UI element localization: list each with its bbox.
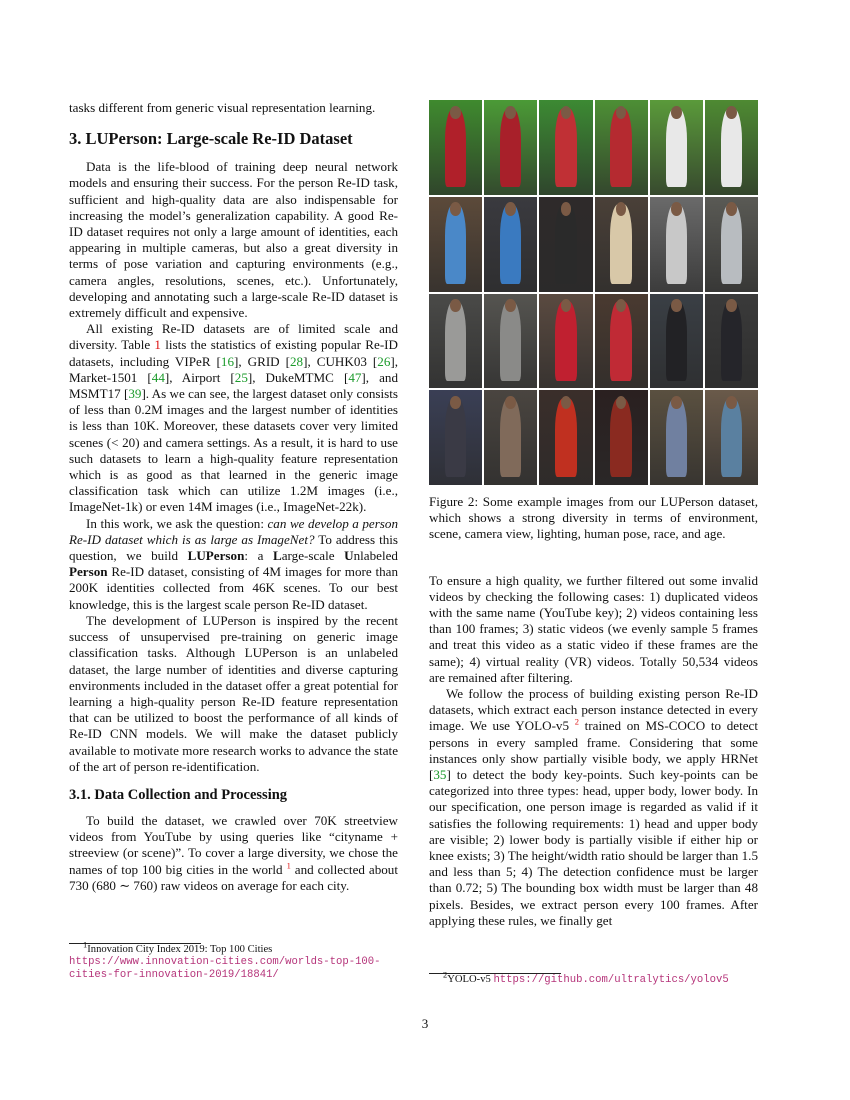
person-silhouette bbox=[555, 204, 576, 284]
right-column bbox=[429, 100, 758, 929]
person-silhouette bbox=[445, 301, 466, 381]
person-image-crop bbox=[650, 390, 703, 485]
footnote-url[interactable]: https://www.innovation-cities.com/worlds-top-100-cities-for-innovation-2019/18841/ bbox=[69, 956, 381, 981]
person-silhouette bbox=[610, 204, 631, 284]
person-image-crop bbox=[705, 100, 758, 195]
acronym-letter: U bbox=[344, 548, 354, 564]
person-image-crop bbox=[595, 390, 648, 485]
table-ref-link[interactable]: 1 bbox=[154, 337, 161, 353]
acronym-letter: L bbox=[273, 548, 282, 564]
paragraph-existing-datasets bbox=[69, 321, 398, 515]
person-head bbox=[505, 202, 516, 215]
person-head bbox=[671, 396, 682, 409]
person-head bbox=[450, 202, 461, 215]
person-head bbox=[450, 396, 461, 409]
paragraph-filtering: To ensure a high quality, we further filtered out some invalid videos by checking the following cases: 1) duplicated videos with the same name (YouTube key); 2) videos containing less than 100 frames; 3) static videos (we evenly sample 5 frames and treat this video as a static video if these frames are the same); 4) virtual reality (VR) videos. Totally 50,534 videos are remained after filtering. bbox=[429, 572, 758, 685]
figure-image-grid bbox=[429, 100, 758, 485]
paragraph-data-importance: Data is the life-blood of training deep neural network models and ensuring their success. For the person Re-ID task, sufficient and high-quality data are also indispensable for increasing the model’s generalization capability. A good Re-ID dataset requires not only a large amount of identities, each appearing in multiple cameras, but also a great diversity in terms of pose variation and capturing environments (e.g., camera angles, resolutions, scenes, etc.). Unfortunately, developing and annotating such a large-scale Re-ID dataset is extremely difficult and expensive. bbox=[69, 159, 398, 321]
left-column bbox=[69, 100, 398, 894]
citation-grid[interactable]: 28 bbox=[290, 353, 304, 369]
citation-dukemtmc[interactable]: 47 bbox=[348, 369, 362, 385]
person-image-crop bbox=[484, 390, 537, 485]
person-silhouette bbox=[721, 108, 742, 188]
person-head bbox=[671, 202, 682, 215]
caption-text: Some example images from our LUPerson dataset, which shows a strong diversity in terms of environment, scene, camera view, lighting, human pose, race, and age. bbox=[429, 494, 758, 542]
citation-airport[interactable]: 25 bbox=[234, 369, 248, 385]
text: and collected about 730 (680 ∼ 760) raw videos on average for each city. bbox=[69, 861, 398, 893]
person-image-crop bbox=[429, 390, 482, 485]
person-head bbox=[726, 106, 737, 119]
text: Re-ID dataset, consisting of 4M images for more than 200K identities collected from 46K scenes. To our best knowledge, this is the largest scale person Re-ID dataset. bbox=[69, 564, 398, 612]
person-silhouette bbox=[500, 204, 521, 284]
text: To address this question, we build bbox=[69, 531, 399, 564]
person-silhouette bbox=[721, 398, 742, 478]
text: ] to detect the body key-points. Such key-points can be categorized into three types: head, upper body, lower body. In our specification, one person image is regarded as valid if it satisfies the following requirements: 1) head and upper body are visible; 2) lower body is partially visible if either hip or knee exists; 3) The height/width ratio should be larger than 1.5 and less than 5; 4) The detection confidence must be larger than 0.72; 5) The bounding box width must be larger than 48 pixels. Besides, we extract person every 100 frames. After applying these rules, we finally get bbox=[429, 767, 758, 928]
text: ]. As we can see, the largest dataset only consists of less than 0.2M images and the largest number of identities is less than 10K. Moreover, these datasets cover very limited scenes (< 20) and camera settings. As a result, it is hard to use such datasets to learn a high-quality feature representation which is as good as that learned in the generic image classification task which can utilize 1.2M images (i.e., ImageNet-1k) or even 14M images (i.e., ImageNet-22k). bbox=[69, 386, 398, 515]
person-head bbox=[505, 106, 516, 119]
footnote-number: 2 bbox=[443, 969, 448, 980]
person-head bbox=[726, 202, 737, 215]
person-image-crop bbox=[429, 294, 482, 389]
person-silhouette bbox=[721, 301, 742, 381]
citation-hrnet[interactable]: 35 bbox=[433, 767, 447, 783]
text: ], CUHK03 [ bbox=[303, 353, 378, 369]
person-image-crop bbox=[650, 197, 703, 292]
person-silhouette bbox=[555, 301, 576, 381]
citation-cuhk03[interactable]: 26 bbox=[377, 353, 391, 369]
footnote-mark-2[interactable]: 2 bbox=[574, 717, 579, 728]
person-head bbox=[450, 106, 461, 119]
text: In this work, we ask the question: bbox=[86, 515, 268, 531]
footnote-text bbox=[69, 939, 398, 981]
footnote-body: YOLO-v5 bbox=[447, 974, 494, 985]
text: ], GRID [ bbox=[234, 353, 290, 369]
text: ], DukeMTMC [ bbox=[247, 369, 349, 385]
person-silhouette bbox=[666, 301, 687, 381]
person-image-crop bbox=[484, 294, 537, 389]
section-title: 3. LUPerson: Large-scale Re-ID Dataset bbox=[69, 129, 353, 149]
person-silhouette bbox=[500, 301, 521, 381]
text: lists the statistics of existing popular Re-ID datasets, including VIPeR [ bbox=[69, 337, 398, 369]
text: ], Airport [ bbox=[164, 369, 235, 385]
person-image-crop bbox=[539, 197, 592, 292]
person-image-crop bbox=[595, 294, 648, 389]
person-image-crop bbox=[539, 100, 592, 195]
figure-label: Figure 2: bbox=[429, 494, 479, 509]
person-head bbox=[671, 299, 682, 312]
person-image-crop bbox=[595, 100, 648, 195]
dataset-name: LUPerson bbox=[187, 548, 245, 564]
person-silhouette bbox=[610, 398, 631, 478]
page-number: 3 bbox=[421, 1016, 429, 1031]
text: ], Market-1501 [ bbox=[69, 353, 398, 385]
paragraph-detection-process bbox=[429, 686, 758, 929]
person-image-crop bbox=[429, 100, 482, 195]
person-head bbox=[561, 202, 572, 215]
footnote-2 bbox=[429, 969, 758, 986]
person-image-crop bbox=[484, 100, 537, 195]
spacer bbox=[429, 543, 758, 573]
person-silhouette bbox=[500, 108, 521, 188]
person-image-crop bbox=[595, 197, 648, 292]
person-image-crop bbox=[539, 294, 592, 389]
research-question: can we develop a person Re-ID dataset which is as large as ImageNet? bbox=[69, 515, 398, 547]
footnote-1 bbox=[69, 939, 398, 981]
text: nlabeled bbox=[353, 548, 398, 564]
person-head bbox=[671, 106, 682, 119]
person-silhouette bbox=[555, 398, 576, 478]
footnote-text bbox=[429, 969, 758, 986]
person-image-crop bbox=[650, 100, 703, 195]
intro-line: tasks different from generic visual representation learning. bbox=[69, 100, 376, 115]
person-head bbox=[561, 106, 572, 119]
person-silhouette bbox=[666, 204, 687, 284]
footnote-body: Innovation City Index 2019: Top 100 Cities bbox=[87, 944, 273, 955]
person-silhouette bbox=[445, 398, 466, 478]
text: arge-scale bbox=[281, 548, 345, 564]
subsection-title: 3.1. Data Collection and Processing bbox=[69, 786, 288, 803]
person-image-crop bbox=[705, 294, 758, 389]
person-head bbox=[616, 202, 627, 215]
citation-market[interactable]: 44 bbox=[151, 369, 165, 385]
person-silhouette bbox=[555, 108, 576, 188]
person-silhouette bbox=[721, 204, 742, 284]
person-image-crop bbox=[484, 197, 537, 292]
person-image-crop bbox=[429, 197, 482, 292]
person-head bbox=[726, 396, 737, 409]
person-image-crop bbox=[650, 294, 703, 389]
text: : a bbox=[244, 548, 273, 564]
person-silhouette bbox=[666, 108, 687, 188]
person-silhouette bbox=[445, 108, 466, 188]
person-head bbox=[726, 299, 737, 312]
acronym-word: Person bbox=[69, 564, 108, 580]
text: ], and MSMT17 [ bbox=[69, 369, 398, 402]
footnote-mark-1[interactable]: 1 bbox=[286, 860, 291, 871]
figure-caption bbox=[429, 494, 758, 543]
person-silhouette bbox=[500, 398, 521, 478]
citation-viper[interactable]: 16 bbox=[220, 353, 235, 369]
person-silhouette bbox=[610, 108, 631, 188]
text: All existing Re-ID datasets are of limited scale and diversity. Table bbox=[69, 321, 398, 353]
paragraph-motivation: The development of LUPerson is inspired by the recent success of unsupervised pre-training on generic image classification tasks. Although LUPerson is an unlabeled dataset, the large number of identities and diverse capturing environments included in the dataset offer a great potential for learning a high-quality person Re-ID feature representation that can be utilized to boost the performance of all kinds of Re-ID CNN models. We will make the dataset publicly available to motivate more research works to advance the state of the art of person re-identification. bbox=[69, 612, 398, 774]
paragraph-question bbox=[69, 516, 398, 613]
person-image-crop bbox=[705, 390, 758, 485]
text: We follow the process of building existing person Re-ID datasets, which extract each person instance detected in every image. We use YOLO-v5 bbox=[429, 686, 758, 734]
person-image-crop bbox=[539, 390, 592, 485]
person-silhouette bbox=[445, 204, 466, 284]
text: To build the dataset, we crawled over 70K streetview videos from YouTube by using queries like “cityname + streeview (or scene)”. To cover a large diversity, we chose the names of top 100 big cities in the world bbox=[69, 812, 398, 877]
paragraph-data-collection bbox=[69, 813, 398, 894]
person-image-crop bbox=[705, 197, 758, 292]
text: trained on MS-COCO to detect persons in every sampled frame. Considering that some instances only show partially visible body, we apply HRNet [ bbox=[429, 718, 758, 783]
footnote-number: 1 bbox=[83, 939, 88, 950]
citation-msmt17[interactable]: 39 bbox=[128, 386, 142, 402]
person-silhouette bbox=[666, 398, 687, 478]
footnote-url[interactable]: https://github.com/ultralytics/yolov5 bbox=[493, 974, 729, 986]
person-silhouette bbox=[610, 301, 631, 381]
